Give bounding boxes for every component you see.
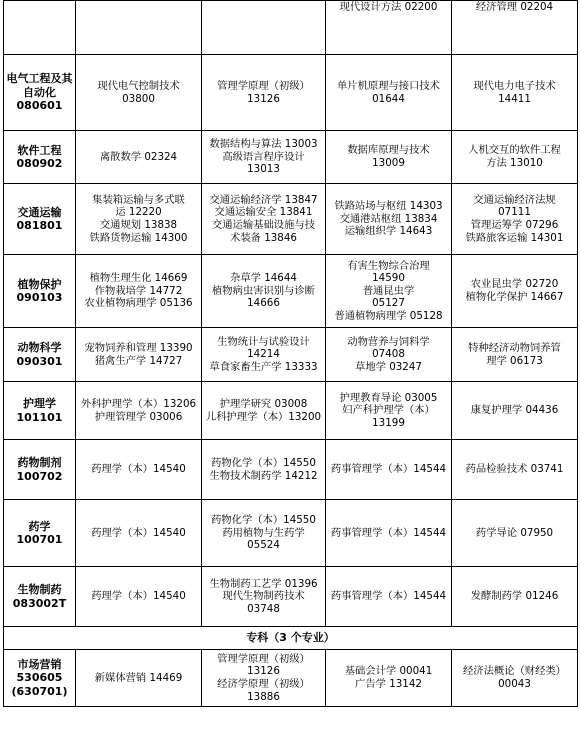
- course-line: 铁路旅客运输 14301: [465, 231, 564, 244]
- course-line: 药物化学（本）14550: [211, 514, 316, 527]
- course-line: 术装备 13846: [230, 231, 297, 244]
- major-cell: [4, 255, 76, 328]
- major-cell: [4, 328, 76, 382]
- course-line: 药理学（本）14540: [91, 463, 186, 476]
- course-line: 宠物饲养和管理 13390: [84, 341, 193, 354]
- course-cell: [326, 650, 452, 707]
- course-line: 作物栽培学 14772: [94, 284, 183, 297]
- course-cell: [202, 382, 326, 440]
- course-cell: [452, 55, 578, 131]
- course-cell: [452, 328, 578, 382]
- course-line: 植物化学保护 14667: [465, 291, 564, 303]
- course-line: 药事管理学（本）14544: [330, 526, 447, 539]
- section-header: 专科（3 个专业）: [4, 627, 578, 650]
- course-line: 14411: [498, 92, 531, 105]
- course-line: 管理学原理（初级）: [217, 79, 310, 92]
- table-row: [4, 567, 578, 627]
- course-line: 普通植物病理学 05128: [334, 309, 443, 322]
- course-line: 康复护理学 04436: [470, 404, 559, 417]
- major-cell: [4, 382, 76, 440]
- course-line: 药事管理学（本）14544: [330, 463, 447, 476]
- major-cell: [4, 55, 76, 131]
- course-line: 现代生物制药技术: [222, 590, 305, 603]
- course-cell: [326, 440, 452, 500]
- course-line: 03748: [247, 602, 280, 615]
- major-cell: [4, 650, 76, 707]
- course-line: 护理管理学 03006: [94, 410, 183, 423]
- major-code: 530605: [16, 671, 63, 685]
- major-cell: [4, 567, 76, 627]
- course-cell: [326, 382, 452, 440]
- course-line: 生物技术制药学 14212: [209, 469, 318, 482]
- major-name: 软件工程: [17, 143, 62, 157]
- table-row: [4, 328, 578, 382]
- course-line: 交通运输安全 13841: [214, 206, 313, 219]
- course-line: 药物化学（本）14550: [211, 456, 316, 469]
- table-row: [4, 184, 578, 255]
- major-code: 090103: [16, 291, 63, 304]
- course-line: 13199: [372, 416, 405, 429]
- course-cell: [76, 382, 202, 440]
- course-cell: [202, 440, 326, 500]
- course-cell: [76, 500, 202, 567]
- table-row: [4, 1, 578, 55]
- course-line: 生物统计与试验设计: [217, 335, 310, 348]
- course-line: 现代设计方法 02200: [339, 1, 438, 13]
- course-cell: [326, 131, 452, 184]
- course-line: 运输组织学 14643: [344, 225, 433, 238]
- course-cell: [452, 567, 578, 627]
- course-cell: [202, 184, 326, 255]
- course-line: 方法 13010: [486, 157, 543, 169]
- major-name: 护理学: [23, 397, 56, 410]
- course-line: 新媒体营销 14469: [94, 671, 183, 684]
- major-code: 101101: [16, 410, 63, 424]
- major-cell: [4, 500, 76, 567]
- course-cell: [202, 55, 326, 131]
- major-name: 生物制药: [17, 583, 62, 596]
- course-line: 药事管理学（本）14544: [330, 590, 447, 603]
- course-cell: [326, 328, 452, 382]
- major-code: 090301: [16, 354, 63, 368]
- course-cell: [202, 255, 326, 328]
- course-line: 交通运输基础设施与技: [212, 219, 315, 231]
- course-line: 经济管理 02204: [475, 1, 554, 13]
- major-name: 药物制剂: [17, 456, 62, 469]
- course-cell: [76, 440, 202, 500]
- course-line: 杂草学 14644: [230, 272, 297, 285]
- course-cell: [326, 55, 452, 131]
- course-cell: [202, 1, 326, 55]
- table-row: [4, 255, 578, 328]
- course-line: 运 12220: [115, 206, 162, 219]
- course-line: 14666: [247, 297, 280, 310]
- course-cell: [326, 500, 452, 567]
- major-cell: [4, 1, 76, 55]
- course-line: 现代电气控制技术: [97, 79, 180, 92]
- course-line: 生物制药工艺学 01396: [209, 577, 318, 590]
- major-name: 动物科学: [17, 341, 62, 354]
- course-line: 农业昆虫学 02720: [470, 278, 559, 291]
- course-line: 铁路货物运输 14300: [89, 231, 188, 244]
- course-cell: [76, 567, 202, 627]
- major-name: 电气工程及其自动化: [6, 72, 73, 99]
- course-line: 现代电力电子技术: [473, 79, 556, 92]
- course-line: 护理学研究 03008: [219, 397, 308, 410]
- table-row: [4, 500, 578, 567]
- course-line: 交通港站枢纽 13834: [339, 212, 438, 225]
- course-line: 药理学（本）14540: [91, 526, 186, 539]
- course-line: 药学导论 07950: [475, 526, 554, 539]
- course-line: 交通规划 13838: [99, 219, 178, 231]
- course-cell: [326, 255, 452, 328]
- course-cell: [76, 55, 202, 131]
- course-cell: [452, 500, 578, 567]
- course-line: 03800: [122, 92, 155, 105]
- course-line: 01644: [372, 92, 405, 105]
- major-code: 083002T: [12, 596, 67, 610]
- major-cell: [4, 440, 76, 500]
- course-line: 13126: [247, 92, 280, 105]
- course-line: 广告学 13142: [355, 678, 422, 690]
- course-cell: [452, 440, 578, 500]
- course-cell: [452, 131, 578, 184]
- course-cell: [326, 567, 452, 627]
- course-line: 妇产科护理学（本）: [342, 404, 435, 417]
- table-row: [4, 440, 578, 500]
- course-cell: [76, 1, 202, 55]
- course-line: 管理运筹学 07296: [470, 219, 559, 231]
- course-line: 草地学 03247: [355, 360, 422, 373]
- course-line: 猪禽生产学 14727: [94, 354, 183, 367]
- course-line: 13886: [247, 690, 280, 703]
- course-line: 儿科护理学（本）13200: [205, 410, 322, 423]
- course-line: 草食家畜生产学 13333: [209, 360, 318, 373]
- course-line: 07111: [498, 206, 531, 219]
- course-cell: [76, 131, 202, 184]
- course-line: 13126: [247, 665, 280, 678]
- major-code: 080601: [16, 99, 63, 113]
- course-cell: [76, 650, 202, 707]
- major-name: 植物保护: [17, 277, 62, 291]
- course-line: 农业植物病理学 05136: [84, 297, 193, 310]
- major-code: 080902: [16, 157, 63, 170]
- course-line: 00043: [498, 678, 531, 690]
- course-cell: [452, 184, 578, 255]
- course-cell: [326, 184, 452, 255]
- course-line: 基础会计学 00041: [344, 665, 433, 678]
- major-name: 交通运输: [17, 205, 62, 219]
- course-line: 管理学原理（初级）: [217, 652, 310, 665]
- course-line: 铁路站场与枢纽 14303: [334, 200, 443, 213]
- course-cell: [452, 255, 578, 328]
- course-line: 07408: [372, 348, 405, 361]
- course-line: 05127: [372, 297, 405, 310]
- major-name: 药学: [28, 519, 51, 533]
- course-line: 05524: [247, 539, 280, 552]
- course-line: 药用植物与生药学: [222, 526, 305, 539]
- course-line: 植物病虫害识别与诊断: [212, 284, 315, 297]
- major-code2: (630701): [11, 684, 68, 698]
- course-cell: [452, 382, 578, 440]
- course-cell: [452, 650, 578, 707]
- course-line: 普通昆虫学: [362, 284, 415, 297]
- major-cell: [4, 184, 76, 255]
- table-row: [4, 131, 578, 184]
- course-line: 数据结构与算法 13003: [209, 138, 318, 151]
- course-cell: [202, 650, 326, 707]
- major-cell: [4, 131, 76, 184]
- course-line: 13013: [247, 163, 280, 176]
- course-line: 植物生理生化 14669: [89, 272, 188, 285]
- course-line: 药理学（本）14540: [91, 590, 186, 603]
- section-row: [4, 627, 578, 650]
- curriculum-table: [3, 0, 578, 707]
- course-line: 护理教育导论 03005: [339, 391, 438, 404]
- course-line: 动物营养与饲料学: [347, 335, 430, 348]
- table-row: [4, 650, 578, 707]
- course-line: 高级语言程序设计: [222, 150, 305, 163]
- course-cell: [76, 255, 202, 328]
- course-line: 13009: [372, 157, 405, 169]
- course-cell: [326, 1, 452, 55]
- course-line: 药品检验技术 03741: [465, 463, 564, 476]
- course-cell: [76, 184, 202, 255]
- table-row: [4, 55, 578, 131]
- course-cell: [202, 328, 326, 382]
- course-line: 特种经济动物饲养管: [468, 341, 561, 354]
- course-line: 交通运输经济学 13847: [209, 193, 318, 206]
- major-code: 081801: [16, 219, 63, 232]
- course-cell: [202, 500, 326, 567]
- course-line: 14214: [247, 348, 280, 361]
- course-line: 人机交互的软件工程: [468, 144, 561, 157]
- course-line: 单片机原理与接口技术: [337, 79, 440, 92]
- major-name: 市场营销: [17, 657, 62, 671]
- course-line: 14590: [372, 272, 405, 285]
- course-line: 理学 06173: [486, 354, 543, 367]
- course-line: 发酵制药学 01246: [470, 590, 559, 603]
- course-line: 集装箱运输与多式联: [92, 193, 185, 206]
- course-line: 离散数学 02324: [99, 150, 178, 163]
- major-code: 100701: [16, 533, 63, 546]
- course-line: 外科护理学（本）13206: [80, 397, 197, 410]
- course-line: 有害生物综合治理: [347, 259, 430, 272]
- course-cell: [202, 567, 326, 627]
- course-line: 交通运输经济法规: [473, 193, 556, 206]
- course-cell: [202, 131, 326, 184]
- course-cell: [452, 1, 578, 55]
- major-code: 100702: [16, 469, 63, 483]
- course-line: 经济学原理（初级）: [217, 678, 310, 690]
- course-line: 数据库原理与技术: [347, 144, 430, 157]
- course-cell: [76, 328, 202, 382]
- course-line: 经济法概论（财经类）: [463, 665, 566, 678]
- table-row: [4, 382, 578, 440]
